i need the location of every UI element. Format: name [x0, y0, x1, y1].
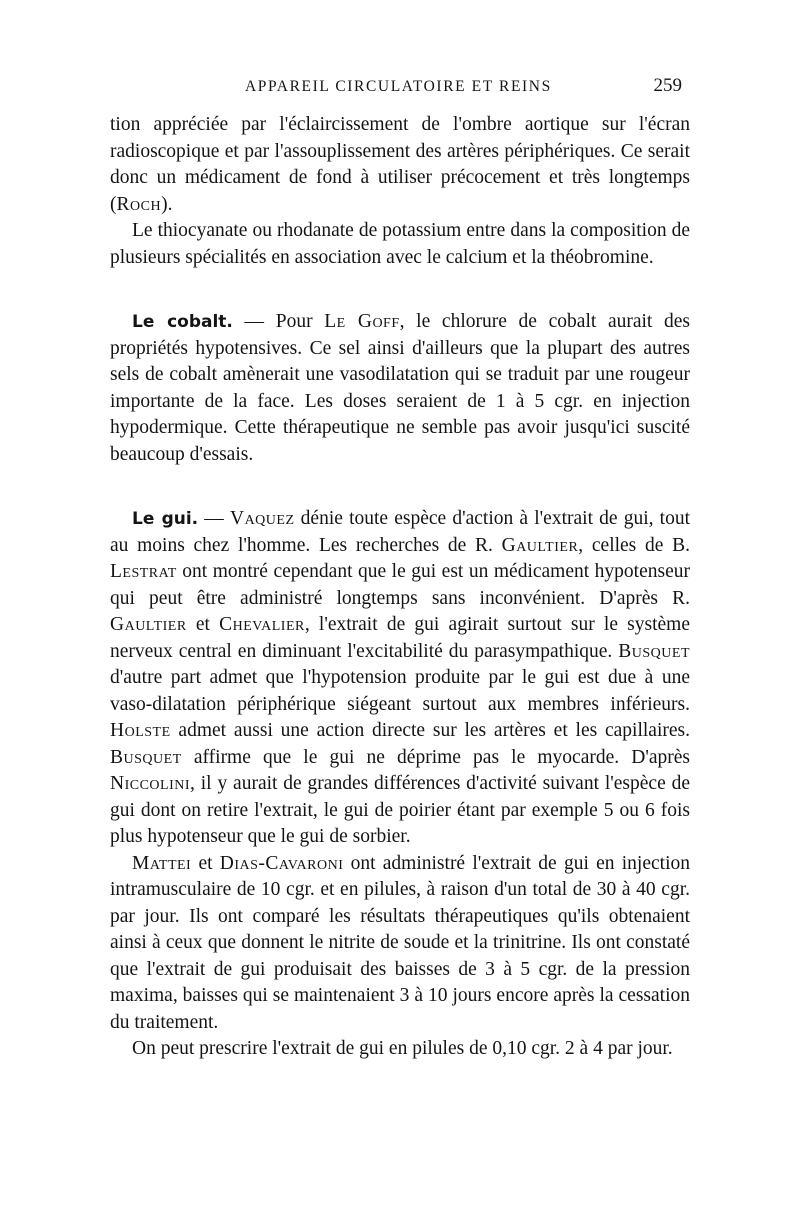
- author-name: Gaultier: [110, 614, 187, 635]
- paragraph-text: et: [186, 614, 220, 635]
- paragraph-text: tion appréciée par l'éclaircissement de l'ombre aortique sur l'écran radioscopique et par l'assouplissement des artères périphériques. Ce serait donc un médicament de fond à utiliser précocement et très longtemps (: [110, 114, 690, 215]
- paragraph-text: d'autre part admet que l'hypotension produite par le gui est due à une vaso-dilatation périphérique siégeant surtout aux membres inférieurs.: [110, 667, 690, 715]
- paragraph-text: ont administré l'extrait de gui en injection intramusculaire de 10 cgr. et en pilules, à raison d'un total de 30 à 40 cgr. par jour. Ils ont comparé les résultats thérapeutiques qu'ils obtenaient ainsi à ceux que donnent le nitrite de soude et la trinitrine. Ils ont constaté que l'extrait de gui produisait des baisses de 3 à 5 cgr. de la pression maxima, baisses qui se maintenaient 3 à 10 jours encore après la cessation du traitement.: [110, 852, 690, 1033]
- paragraph-mattei: [110, 851, 690, 1037]
- author-name: Chevalier: [219, 614, 305, 635]
- author-name: Le Goff: [324, 311, 400, 332]
- paragraph-prescription: On peut prescrire l'extrait de gui en pilules de 0,10 cgr. 2 à 4 par jour.: [132, 1038, 673, 1059]
- paragraph-text: affirme que le gui ne déprime pas le myocarde. D'après: [181, 746, 690, 768]
- paragraph-continuation: [110, 112, 690, 218]
- page-number: 259: [653, 75, 682, 96]
- author-name: Busquet: [618, 640, 690, 662]
- paragraph-text: ont montré cependant que le gui est un médicament hypotenseur qui peut être administré longtemps sans inconvénient. D'après R.: [110, 561, 690, 609]
- section-gui: [110, 506, 690, 851]
- author-name: Roch: [116, 193, 162, 215]
- author-name: Mattei: [132, 852, 192, 874]
- author-name: Dias-Cavaroni: [219, 852, 344, 874]
- section-heading: Le gui.: [132, 509, 199, 529]
- paragraph-text: —: [198, 508, 230, 529]
- running-head: APPAREIL CIRCULATOIRE ET REINS: [245, 78, 552, 95]
- page-body: [110, 112, 690, 1063]
- page-header: [110, 76, 690, 100]
- author-name: Vaquez: [229, 508, 295, 529]
- paragraph-text: et: [191, 852, 220, 874]
- paragraph-thiocyanate: Le thiocyanate ou rhodanate de potassium entre dans la composition de plusieurs spécialités en association avec le calcium et la théobromine.: [110, 220, 690, 268]
- paragraph-text: admet aussi une action directe sur les artères et les capillaires.: [170, 720, 690, 741]
- section-gap: [110, 468, 690, 506]
- author-name: Niccolini: [110, 773, 191, 794]
- section-heading: Le cobalt.: [132, 312, 233, 332]
- author-name: Busquet: [110, 746, 182, 768]
- paragraph-text: dénie toute espèce d'action à l'extrait de gui, tout au moins chez l'homme. Les recherches de R.: [110, 508, 691, 556]
- paragraph-text: , il y aurait de grandes différences d'activité suivant l'espèce de gui dont on retire l'extrait, le gui de poirier étant par exemple 5 ou 6 fois plus hypotenseur que le gui de sorbier.: [110, 773, 690, 847]
- paragraph-text: , l'extrait de gui agirait surtout sur le système nerveux central en diminuant l'excitabilité du parasympathique.: [110, 614, 690, 662]
- author-name: Lestrat: [110, 561, 177, 582]
- paragraph-text: ).: [161, 193, 173, 215]
- paragraph-text: — Pour: [232, 311, 325, 332]
- paragraph-text: , celles de B.: [578, 534, 690, 556]
- author-name: Holste: [110, 720, 171, 741]
- section-gap: [110, 271, 690, 309]
- paragraph-text: , le chlorure de cobalt aurait des propriétés hypotensives. Ce sel ainsi d'ailleurs que la plupart des autres sels de cobalt amènerait une vasodilatation qui se traduit par une rougeur importante de la face. Les doses seraient de 1 à 5 cgr. en injection hypodermique. Cette thérapeutique ne semble pas avoir jusqu'ici suscité beaucoup d'essais.: [110, 311, 690, 465]
- author-name: Gaultier: [501, 534, 579, 556]
- section-cobalt: [110, 309, 690, 468]
